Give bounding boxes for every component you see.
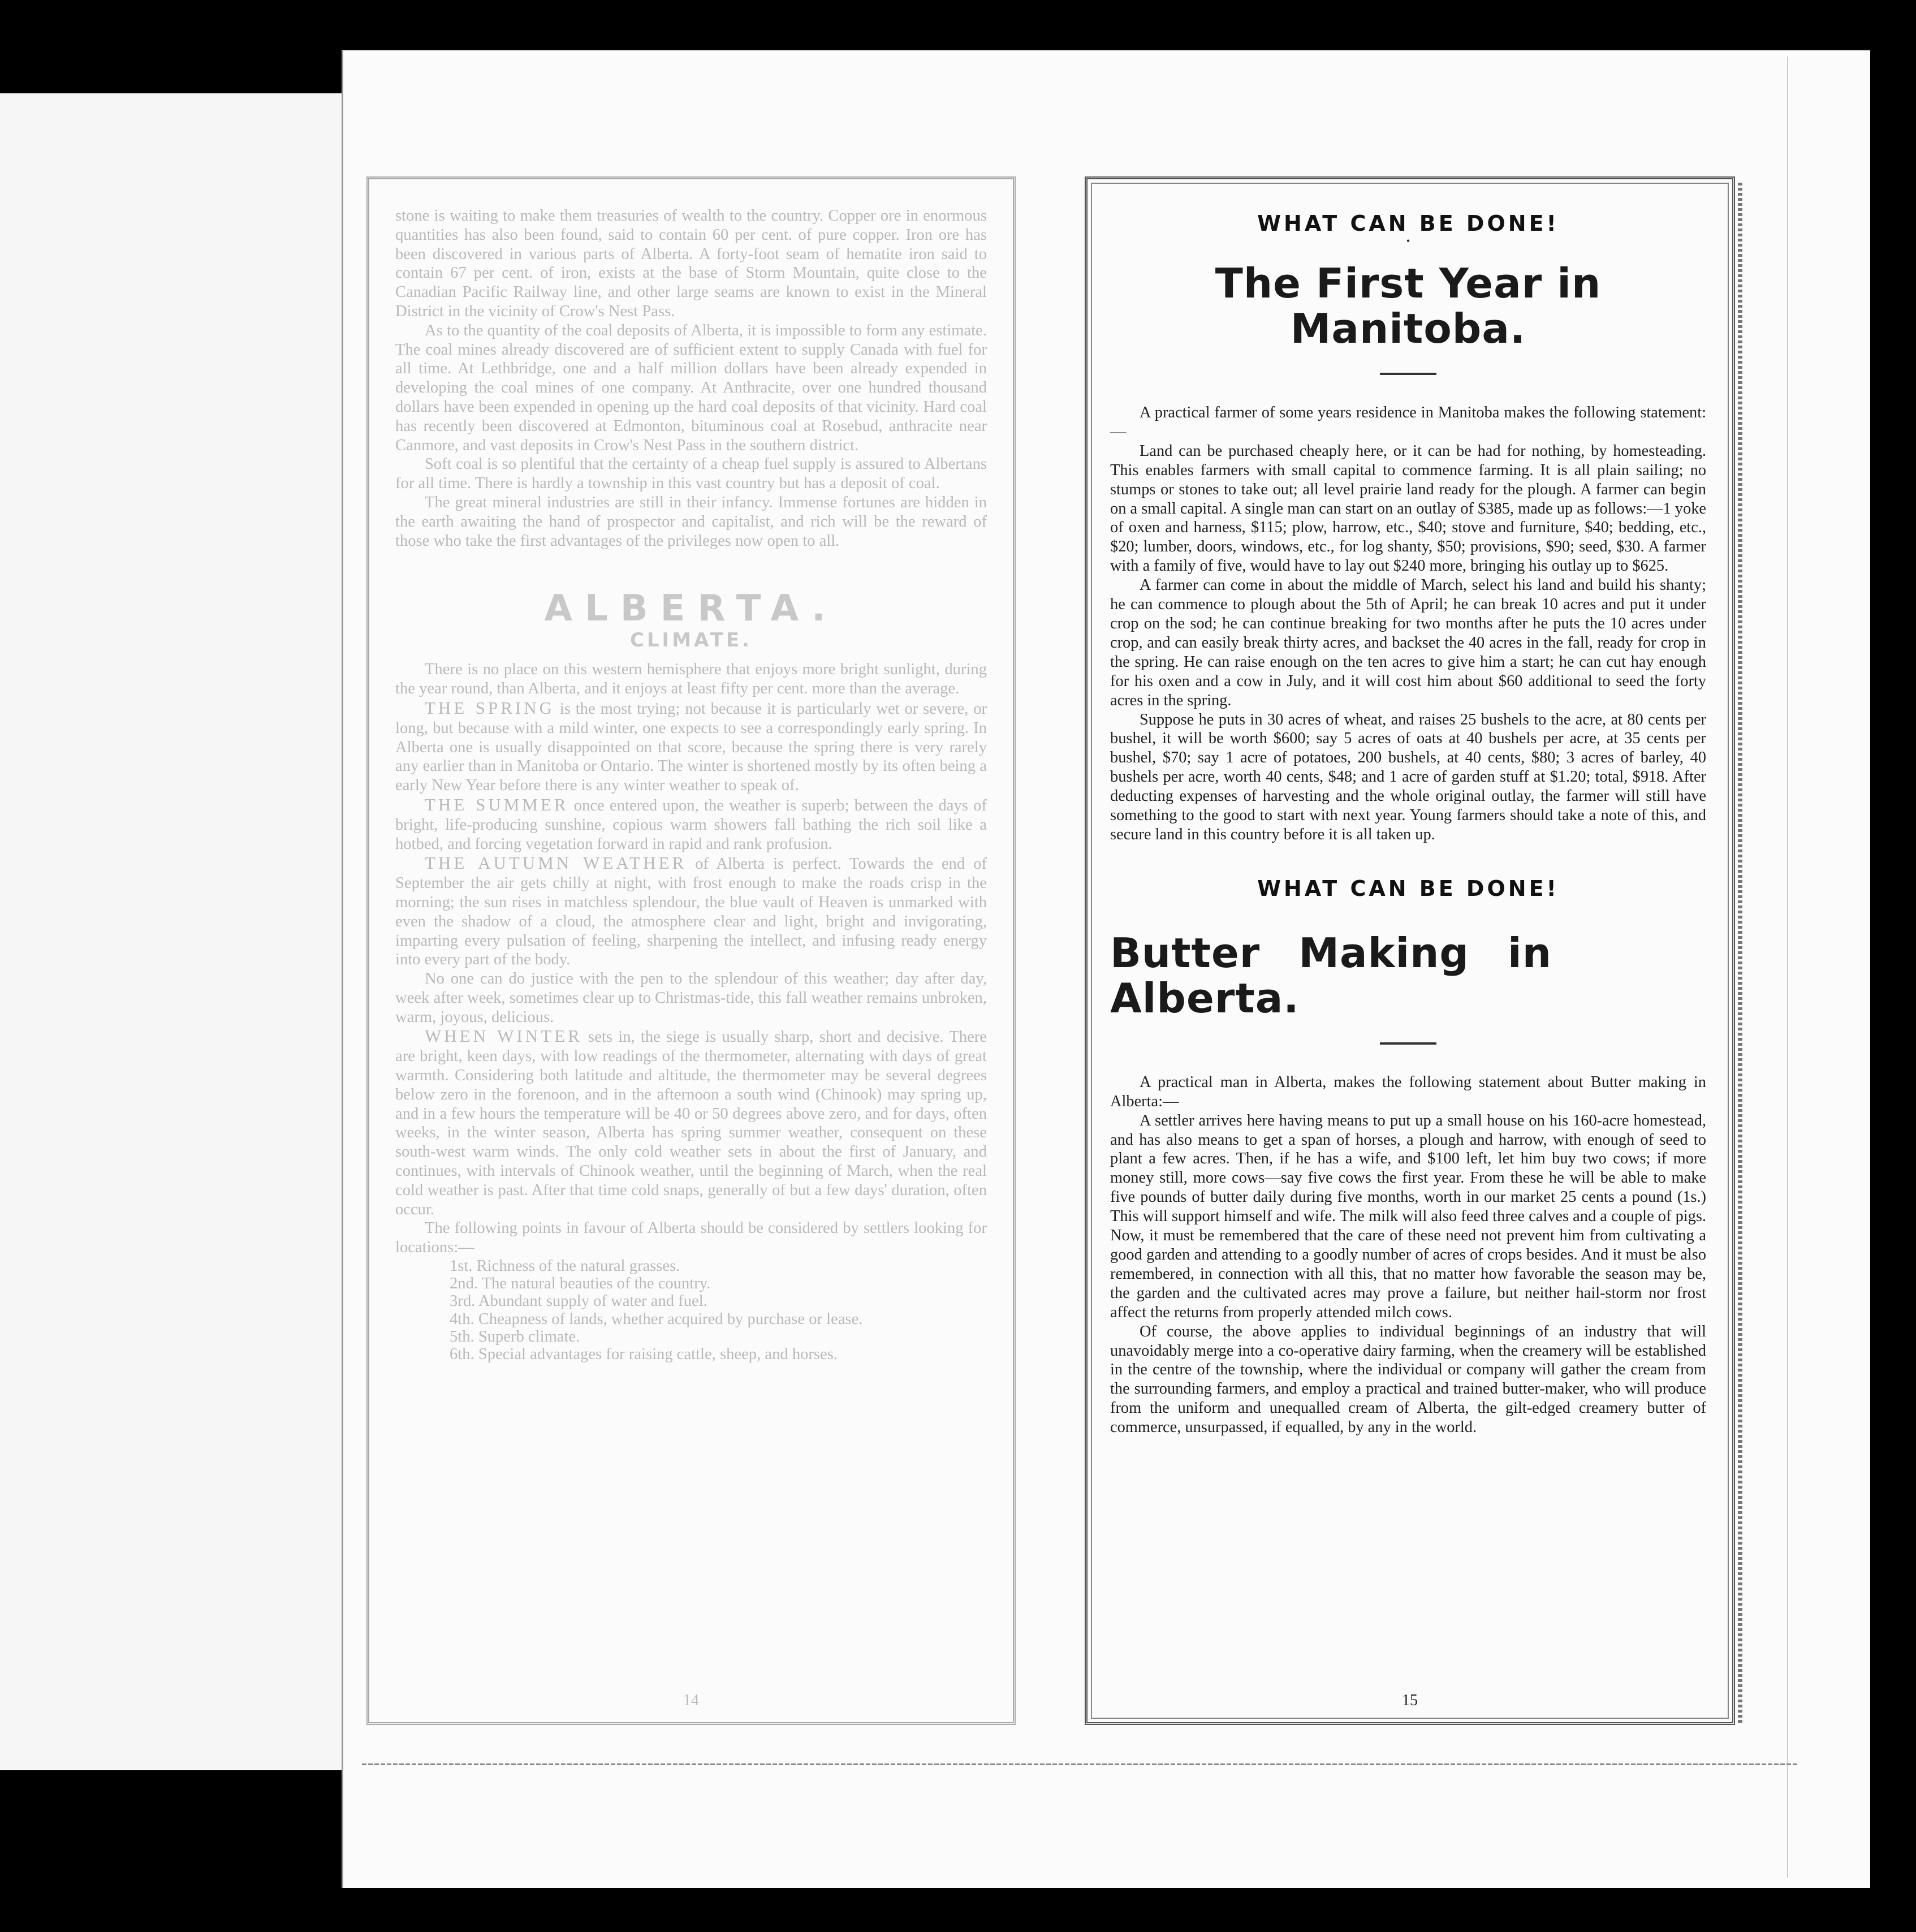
kicker-what-can-be-done: WHAT CAN BE DONE!	[1257, 211, 1559, 236]
list-item: 4th. Cheapness of lands, whether acquired by purchase or lease.	[450, 1310, 863, 1328]
paragraph-manitoba-land: Land can be purchased cheaply here, or it can be had for nothing, by homesteading. This enables farmers with small capital to commence farming. It is all plain sailing; no stumps or stones to take out; all level prairie land ready for the plough. A farmer can begin on a small capital. A single man can start on an outlay of $385, made up as follows:—1 yoke of oxen and harness, $115; plow, harrow, etc., $40; stove and furniture, $40; bedding, etc., $20; lumber, doors, windows, etc., for log shanty, $50; provisions, $90; seed, $30. A farmer with a family of five, would have to lay out $240 more, bringing his outlay up to $625.	[1110, 442, 1706, 575]
paragraph-points-intro: The following points in favour of Alberta should be considered by settlers looking for locations:—	[395, 1219, 987, 1257]
paragraph-spring	[395, 698, 987, 795]
paragraph-minerals: stone is waiting to make them treasuries of wealth to the country. Copper ore in enormous quantities has also been found, said to contain 60 per cent. of pure copper. Iron ore has been discovered in various parts of Alberta. A forty-foot seam of hematite iron said to contain 67 per cent. of iron, exists at the base of Storm Mountain, quite close to the Canadian Pacific Railway line, and other large seams are known to exist in the Mineral District in the vicinity of Crow's Nest Pass.	[395, 207, 987, 320]
ornament-dot: •	[1406, 235, 1410, 247]
paragraph-manitoba-march: A farmer can come in about the middle of March, select his land and build his shanty; he can commence to plough about the 5th of April; he can break 10 acres and put it under crop on the sod; he can continue breaking for two months after he puts the 10 acres under crop, and can easily break thirty acres, and backset the 40 acres in the fall, ready for crop in the spring. He can raise enough on the ten acres to give him a start; he can cut hay enough for his oxen and a cow in July, and it will cost him about $60 additional to seed the forty acres in the spring.	[1110, 576, 1706, 709]
facing-blank-leaf	[0, 93, 352, 1770]
bottom-border-rule	[362, 1763, 1798, 1765]
paragraph-summer	[395, 795, 987, 853]
headline-first-year-manitoba: The First Year in Manitoba.	[1215, 260, 1602, 352]
paragraph-climate-intro: There is no place on this western hemisphere that enjoys more bright sunlight, during the year round, than Alberta, and it enjoys at least fifty per cent. more than the average.	[395, 661, 987, 698]
headline-butter-making-alberta: Butter Making in Alberta.	[1110, 929, 1552, 1022]
page-14	[366, 176, 1016, 1725]
paragraph-manitoba-intro: A practical farmer of some years residence in Manitoba makes the following statement:—	[1110, 404, 1706, 441]
label-winter: WHEN WINTER	[425, 1026, 582, 1046]
paragraph-butter-intro: A practical man in Alberta, makes the following statement about Butter making in Alberta:—	[1110, 1073, 1706, 1110]
list-item: 2nd. The natural beauties of the country.	[450, 1275, 711, 1293]
list-item: 5th. Superb climate.	[450, 1327, 580, 1346]
label-spring: THE SPRING	[425, 697, 555, 718]
paragraph-manitoba-wheat: Suppose he puts in 30 acres of wheat, and raises 25 bushels to the acre, at 80 cents per bushel, it will be worth $600; say 5 acres of oats at 40 bushels per acre, at 35 cents per bushel, $70; say 1 acre of potatoes, 200 bushels, at 40 cents, $80; 3 acres of barley, 40 bushels per acre, worth 40 cents, $48; and 1 acre of garden stuff at $1.20; total, $918. After deducting expenses of harvesting and the whole original outlay, the farmer will still have something to the good to start with next year. Young farmers should take a note of this, and secure land in this country before it is all taken up.	[1110, 710, 1706, 843]
section-heading-alberta: ALBERTA.	[544, 588, 838, 630]
paragraph-winter	[395, 1027, 987, 1219]
section-rule	[1380, 1042, 1436, 1045]
paragraph-autumn	[395, 853, 987, 969]
text-autumn: of Alberta is perfect. Towards the end of September the air gets chilly at night, with frost enough to make the roads crisp in the morning; the sun rises in matchless splendour, the blue vault of Heaven is unmarked with even the shadow of a cloud, the atmosphere clear and light, bright and invigorating, imparting every pulsation of feeling, sharpening the intellect, and infusing ready energy into every part of the body.	[395, 855, 987, 969]
paragraph-splendour: No one can do justice with the pen to the splendour of this weather; day after day, week after week, sometimes clear up to Christmas-tide, this fall weather remains unbroken, warm, joyous, delicious.	[395, 970, 987, 1026]
page-fold-line	[1787, 57, 1788, 1878]
list-item: 1st. Richness of the natural grasses.	[450, 1257, 680, 1275]
paragraph-butter-settler: A settler arrives here having means to put up a small house on his 160-acre homestead, and has also means to get a span of horses, a plough and harrow, with enough of seed to plant a few acres. Then, if he has a wife, and $100 left, let him buy two cows; if more money still, more cows—say five cows the first year. From these he will be able to make five pounds of butter daily during five months, worth in our market 25 cents a pound (1s.) This will support himself and wife. The milk will also feed three calves and a couple of pigs. Now, it must be remembered that the care of these need not prevent him from cultivating a good garden and attending to a goodly number of acres of crops besides. And it must be also remembered, in connection with all this, that no matter how favorable the season may be, the garden and the cultivated acres may prove a failure, but neither hail-storm nor frost affect the returns from properly attended milch cows.	[1110, 1111, 1706, 1321]
kicker-what-can-be-done-2: WHAT CAN BE DONE!	[1257, 876, 1559, 901]
text-summer: once entered upon, the weather is superb; between the days of bright, life-producing sunshine, copious warm showers fall bathing the rich soil like a hotbed, and forcing vegetation forward in rapid and rank profusion.	[395, 796, 987, 853]
paragraph-butter-creamery: Of course, the above applies to individual beginnings of an industry that will unavoidably merge into a co-operative dairy farming, when the creamery will be established in the centre of the township, where the individual or company will gather the cream from the surrounding farmers, and employ a practical and trained butter-maker, who will produce from the uniform and unequalled cream of Alberta, the gilt-edged creamery butter of commerce, unsurpassed, if equalled, by any in the world.	[1110, 1322, 1706, 1437]
list-item: 6th. Special advantages for raising cattle, sheep, and horses.	[450, 1346, 838, 1364]
list-item: 3rd. Abundant supply of water and fuel.	[450, 1292, 707, 1310]
label-autumn: THE AUTUMN WEATHER	[425, 853, 687, 873]
text-spring: is the most trying; not because it is particularly wet or severe, or long, but because with a mild winter, one expects to see a correspondingly early spring. In Alberta one is usually disappointed on that score, because the spring there is very rarely any earlier than in Manitoba or Ontario. The winter is shortened mostly by its often being a early New Year before there is any winter weather to speak of.	[395, 700, 987, 795]
text-winter: sets in, the siege is usually sharp, short and decisive. There are bright, keen days, with low readings of the thermometer, alternating with days of great warmth. Considering both latitude and altitude, the thermometer may be several degrees below zero in the forenoon, and in the afternoon a south wind (Chinook) may spring up, and in a few hours the temperature will be 40 or 50 degrees above zero, and for days, often weeks, in the winter season, Alberta has spring summer weather, consequent on these south-west warm winds. The only cold weather sets in about the first of January, and continues, with intervals of Chinook weather, until the beginning of March, when the real cold weather is past. After that time cold snaps, generally of but a few days' duration, often occur.	[395, 1028, 987, 1218]
paragraph-industries: The great mineral industries are still in their infancy. Immense fortunes are hidden in the earth awaiting the hand of prospector and capitalist, and rich will be the reward of those who take the first advantages of the privileges now open to all.	[395, 493, 987, 550]
paragraph-coal: As to the quantity of the coal deposits of Alberta, it is impossible to form any estimate. The coal mines already discovered are of sufficient extent to supply Canada with fuel for all time. At Lethbridge, one and a half million dollars have been already expended in developing the coal mines of one company. At Anthracite, over one hundred thousand dollars have been expended in opening up the hard coal deposits of that vicinity. Hard coal has recently been discovered at Edmonton, bituminous coal at Rosebud, anthracite near Canmore, and vast deposits in Crow's Nest Pass in the southern district.	[395, 321, 987, 454]
label-summer: THE SUMMER	[425, 794, 569, 814]
section-subheading-climate: CLIMATE.	[629, 629, 753, 652]
page-15	[1085, 176, 1735, 1725]
paragraph-soft-coal: Soft coal is so plentiful that the certainty of a cheap fuel supply is assured to Albertans for all time. There is hardly a township in this vast country but has a deposit of coal.	[395, 455, 987, 493]
section-rule	[1380, 373, 1436, 375]
page-number: 14	[683, 1692, 699, 1709]
page-number: 15	[1402, 1692, 1418, 1709]
